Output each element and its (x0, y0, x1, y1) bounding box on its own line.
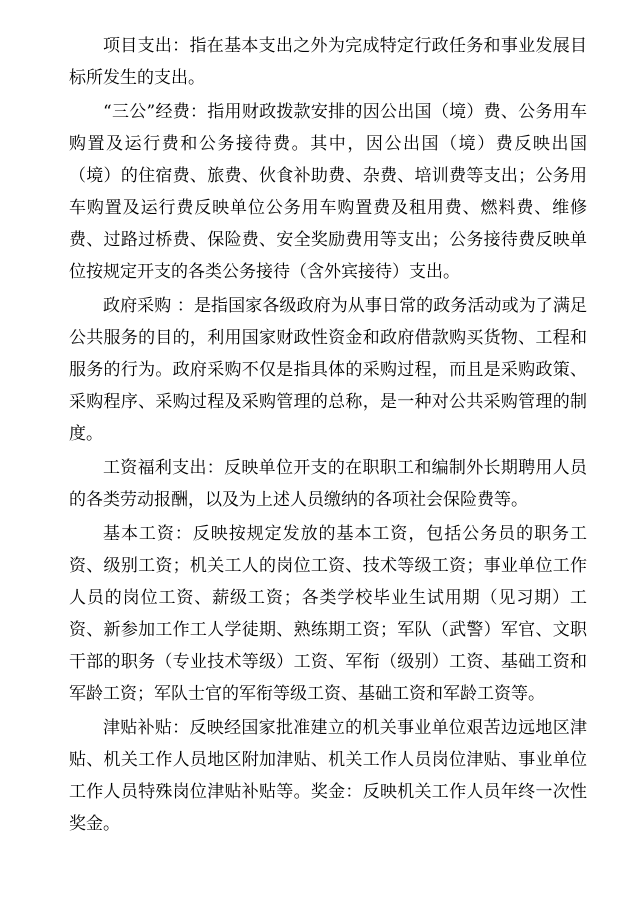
document-body (69, 30, 587, 840)
paragraph-wage-welfare-expenditure: 工资福利支出：反映单位开支的在职职工和编制外长期聘用人员的各类劳动报酬，以及为上述人员缴纳的各项社会保险费等。 (69, 458, 587, 510)
paragraph-allowances-bonus: 津贴补贴：反映经国家批准建立的机关事业单位艰苦边远地区津贴、机关工作人员地区附加津贴、机关工作人员岗位津贴、事业单位工作人员特殊岗位津贴补贴等。奖金：反映机关工作人员年终一次性奖金。 (69, 718, 587, 834)
paragraph-project-expenditure: 项目支出：指在基本支出之外为完成特定行政任务和事业发展目标所发生的支出。 (69, 36, 587, 88)
paragraph-basic-wage: 基本工资：反映按规定发放的基本工资，包括公务员的职务工资、级别工资；机关工人的岗位工资、技术等级工资；事业单位工作人员的岗位工资、薪级工资；各类学校毕业生试用期（见习期）工资、新参加工作工人学徒期、熟练期工资；军队（武警）军官、文职干部的职务（专业技术等级）工资、军衔（级别）工资、基础工资和军龄工资；军队士官的军衔等级工资、基础工资和军龄工资等。 (69, 524, 587, 704)
paragraph-three-public-expenses: “三公”经费：指用财政拨款安排的因公出国（境）费、公务用车购置及运行费和公务接待费。其中，因公出国（境）费反映出国（境）的住宿费、旅费、伙食补助费、杂费、培训费等支出；公务用车购置及运行费反映单位公务用车购置费及租用费、燃料费、维修费、过路过桥费、保险费、安全奖励费用等支出；公务接待费反映单位按规定开支的各类公务接待（含外宾接待）支出。 (69, 102, 587, 282)
paragraph-government-procurement: 政府采购 ：是指国家各级政府为从事日常的政务活动或为了满足公共服务的目的，利用国家财政性资金和政府借款购买货物、工程和服务的行为。政府采购不仅是指具体的采购过程，而且是采购政策、采购程序、采购过程及采购管理的总称，是一种对公共采购管理的制度。 (69, 296, 587, 444)
